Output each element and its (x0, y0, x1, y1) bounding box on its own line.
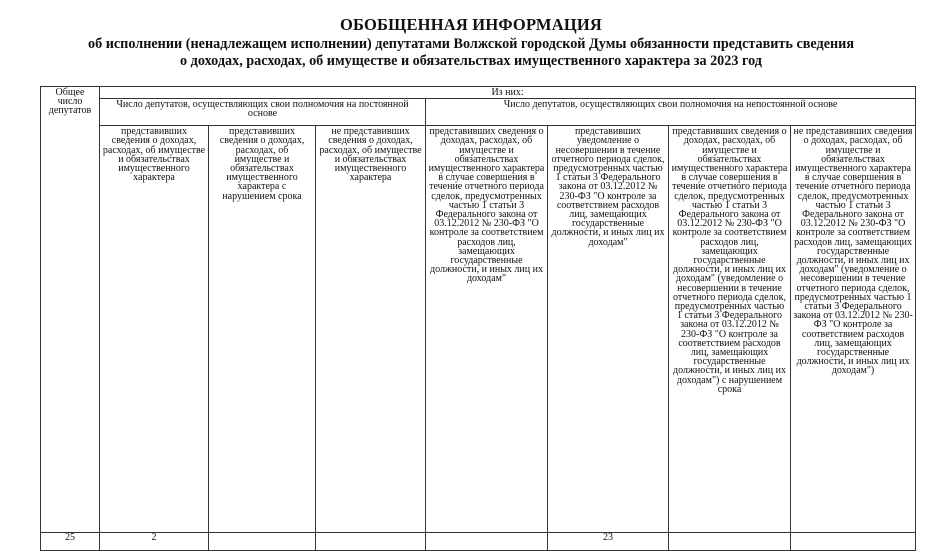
col-submitted-header: представивших сведения о доходах, расходах, об имуществе и обязательствах имущественного характера (100, 126, 209, 533)
col-submitted-transactions-header: представивших сведения о доходах, расходах, об имуществе и обязательствах имущественного характера в случае совершения в течение отчетного периода сделок, предусмотренных частью 1 статьи 3 Федерального закона от 03.12.2012 № 230-ФЗ "О контроле за соответствием расходов лиц, замещающих государственные должности, и иных лиц их доходам" (426, 126, 548, 533)
col-not-submitted-transactions-header: не представивших сведения о доходах, расходах, об имуществе и обязательствах имущественного характера в случае совершения в течение отчетного периода сделок, предусмотренных частью 1 статьи 3 Федерального закона от 03.12.2012 № 230-ФЗ "О контроле за соответствием расходов лиц, замещающих государственные должности, и иных лиц их доходам" (уведомление о несовершении в течение отчетного периода сделок, предусмотренных частью 1 статьи 3 Федерального закона от 03.12.2012 № 230-ФЗ "О контроле за соответствием расходов лиц, замещающих государственные должности, и иных лиц их доходам") (791, 126, 916, 533)
of-them-header: Из них: (100, 87, 916, 99)
col-not-submitted-header: не представивших сведения о доходах, расходах, об имуществе и обязательствах имущественного характера (316, 126, 426, 533)
value-col6 (669, 533, 791, 551)
nonpermanent-basis-header: Число депутатов, осуществляющих свои полномочия на непостоянной основе (426, 99, 916, 126)
value-col2 (209, 533, 316, 551)
total-deputies-header: Общее число депутатов (41, 87, 100, 533)
permanent-basis-header: Число депутатов, осуществляющих свои полномочия на постоянной основе (100, 99, 426, 126)
document-subtitle-line-1: об исполнении (ненадлежащем исполнении) депутатами Волжской городской Думы обязанности представить сведения (87, 36, 855, 52)
document-title: ОБОБЩЕННАЯ ИНФОРМАЦИЯ (339, 15, 603, 34)
value-col1: 2 (100, 533, 209, 551)
value-col5: 23 (548, 533, 669, 551)
col-submitted-late-header: представивших сведения о доходах, расходах, об имуществе и обязательствах имущественного характера с нарушением срока (209, 126, 316, 533)
value-col3 (316, 533, 426, 551)
value-col7 (791, 533, 916, 551)
summary-table (40, 86, 916, 551)
document-subtitle-line-2: о доходах, расходах, об имуществе и обязательствах имущественного характера за 2023 год (180, 53, 762, 69)
col-notification-header: представивших уведомление о несовершении в течение отчетного периода сделок, предусмотренных частью 1 статьи 3 Федерального закона от 03.12.2012 № 230-ФЗ "О контроле за соответствием расходов лиц, замещающих государственные должности, и иных лиц их доходам" (548, 126, 669, 533)
col-submitted-transactions-late-header: представивших сведения о доходах, расходах, об имуществе и обязательствах имущественного характера в случае совершения в течение отчетного периода сделок, предусмотренных частью 1 статьи 3 Федерального закона от 03.12.2012 № 230-ФЗ "О контроле за соответствием расходов лиц, замещающих государственные должности, и иных лиц их доходам" (уведомление о несовершении в течение отчетного периода сделок, предусмотренных частью 1 статьи 3 Федерального закона от 03.12.2012 № 230-ФЗ "О контроле за соответствием расходов лиц, замещающих государственные должности, и иных лиц их доходам") с нарушением срока (669, 126, 791, 533)
value-col4 (426, 533, 548, 551)
value-total: 25 (41, 533, 100, 551)
